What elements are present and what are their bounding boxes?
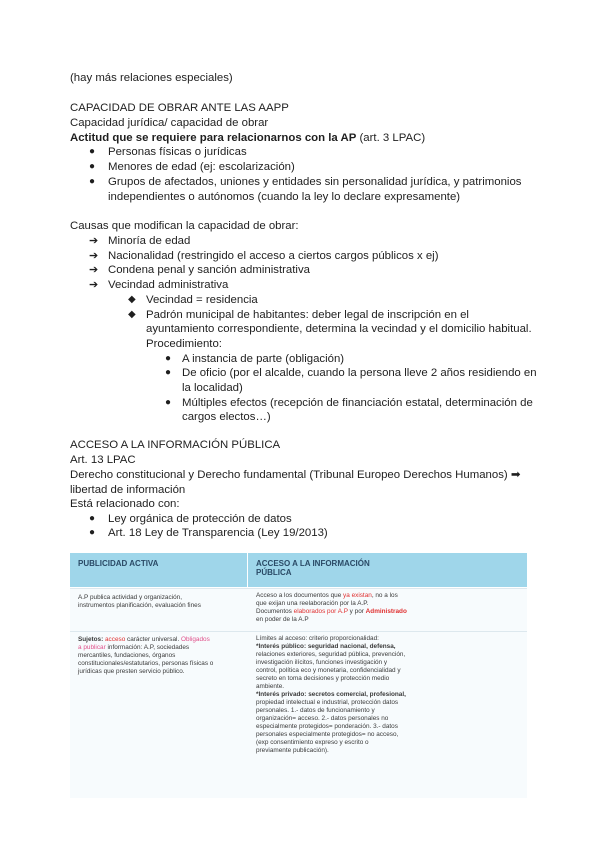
table-cell: especialmente protegidos= ponderación. 3.- datos	[256, 723, 398, 730]
table-cell: ambiente.	[256, 683, 285, 690]
list-item: Minoría de edad	[108, 235, 191, 247]
diamond-bullet-icon: ◆	[128, 309, 136, 320]
table-cell	[78, 644, 189, 652]
cell-bold: Sujetos:	[78, 636, 105, 643]
subtitle-capacidad: Capacidad jurídica/ capacidad de obrar	[70, 117, 269, 129]
header-acceso-line2: PÚBLICA	[256, 568, 292, 577]
list-item: Múltiples efectos (recepción de financiación estatal, determinación de	[182, 397, 533, 409]
cell-text: Acceso a los documentos que	[256, 592, 344, 599]
list-item: Personas físicas o jurídicas	[108, 146, 247, 158]
actitud-line	[70, 131, 425, 145]
table-cell: instrumentos planificación, evaluación fines	[78, 602, 201, 609]
list-item: A instancia de parte (obligación)	[182, 353, 345, 365]
bullet-icon: ●	[165, 397, 172, 408]
list-item: Condena penal y sanción administrativa	[108, 264, 310, 276]
table-header-cell	[70, 553, 247, 587]
table-cell	[256, 592, 398, 600]
derecho-line-continued: libertad de información	[70, 484, 186, 496]
actitud-bold: Actitud que se requiere para relacionarnos con la AP	[70, 132, 357, 144]
table-cell: relaciones exteriores, seguridad pública, prevención,	[256, 651, 406, 658]
list-item: Padrón municipal de habitantes: deber legal de inscripción en el	[146, 309, 469, 321]
section-title-acceso: ACCESO A LA INFORMACIÓN PÚBLICA	[70, 439, 281, 451]
bullet-icon: ●	[165, 353, 172, 364]
header-acceso-line1: ACCESO A LA INFORMACIÓN	[256, 559, 370, 568]
list-item: Vecindad administrativa	[108, 279, 229, 291]
bullet-icon: ●	[89, 176, 96, 187]
bullet-icon: ●	[89, 146, 96, 157]
table-cell	[256, 608, 407, 616]
cell-highlight: ya existan	[343, 592, 372, 599]
table-cell: organización= acceso. 2.- datos personales no	[256, 715, 389, 722]
list-item-continued: Procedimiento:	[146, 338, 222, 350]
cell-text: Documentos	[256, 608, 294, 615]
list-item: Grupos de afectados, uniones y entidades sin personalidad jurídica, y patrimonios	[108, 176, 522, 188]
intro-note: (hay más relaciones especiales)	[70, 72, 233, 84]
cell-highlight: a publicar	[78, 644, 106, 651]
table-cell: Límites al acceso: criterio proporcionalidad:	[256, 635, 379, 642]
arrow-icon: ➔	[89, 250, 99, 262]
table-cell: previamente publicación).	[256, 747, 329, 754]
arrow-icon: ➔	[89, 264, 99, 276]
table-cell: A.P publica actividad y organización,	[78, 594, 182, 601]
comparison-table	[70, 553, 527, 797]
table-cell: que exijan una reelaboración por la A.P.	[256, 600, 369, 607]
table-cell: constitucionales/estatutarios, personas físicas o	[78, 660, 214, 667]
list-item: Menores de edad (ej: escolarización)	[108, 161, 295, 173]
table-row	[70, 631, 527, 798]
list-item: Nacionalidad (restringido el acceso a ciertos cargos públicos x ej)	[108, 250, 439, 262]
list-item-continued: cargos electos…)	[182, 411, 271, 423]
table-cell: control, política eco y monetaria, confidencialidad y	[256, 667, 401, 674]
table-cell: personales especialmente protegidos= no acceso,	[256, 731, 399, 738]
cell-text: información: A.P, sociedades	[105, 644, 190, 651]
cell-highlight: Obligados	[181, 636, 210, 643]
cell-text: y por	[347, 608, 366, 615]
table-cell: *Interés público: seguridad nacional, defensa,	[256, 643, 396, 650]
list-item-continued: independientes o autónomos (cuando la ley lo declare expresamente)	[108, 191, 461, 203]
cell-highlight: acceso	[105, 636, 126, 643]
list-item: Vecindad = residencia	[146, 294, 258, 306]
table-cell	[78, 636, 210, 644]
derecho-line: Derecho constitucional y Derecho fundamental (Tribunal Europeo Derechos Humanos) ➡	[70, 469, 521, 481]
diamond-bullet-icon: ◆	[128, 294, 136, 305]
table-cell: propiedad intelectual e industrial, protección datos	[256, 699, 399, 706]
arrow-icon: ➔	[89, 235, 99, 247]
relacionado-line: Está relacionado con:	[70, 498, 180, 510]
bullet-icon: ●	[89, 527, 96, 538]
list-item-continued: ayuntamiento correspondiente, determina la vecindad y el domicilio habitual.	[146, 323, 532, 335]
table-cell: en poder de la A.P	[256, 616, 309, 623]
bullet-icon: ●	[89, 513, 96, 524]
table-cell: mercantiles, fundaciones, órganos	[78, 652, 176, 659]
actitud-ref: (art. 3 LPAC)	[356, 132, 426, 144]
causas-title: Causas que modifican la capacidad de obrar:	[70, 220, 299, 232]
list-item: De oficio (por el alcalde, cuando la persona lleve 2 años residiendo en	[182, 367, 537, 379]
table-cell: secreto en toma decisiones y protección medio	[256, 675, 390, 682]
cell-text: carácter universal.	[125, 636, 182, 643]
table-cell: personales. 1.- datos de funcionamiento y	[256, 707, 375, 714]
cell-highlight: Administrado	[365, 608, 407, 615]
table-cell: investigación ilícitos, funciones investigación y	[256, 659, 388, 666]
bullet-icon: ●	[165, 367, 172, 378]
table-cell: (exp consentimiento expreso y escrito o	[256, 739, 369, 746]
table-header-cell	[248, 553, 527, 587]
header-acceso-informacion	[256, 559, 370, 577]
cell-highlight: elaborados por A.P	[293, 608, 348, 615]
table-row	[70, 588, 527, 631]
header-publicidad-activa: PUBLICIDAD ACTIVA	[78, 559, 159, 568]
section-title-capacidad: CAPACIDAD DE OBRAR ANTE LAS AAPP	[70, 102, 289, 114]
cell-text: , no a los	[371, 592, 398, 599]
list-item-continued: la localidad)	[182, 382, 243, 394]
list-item: Ley orgánica de protección de datos	[108, 513, 292, 525]
arrow-icon: ➔	[89, 279, 99, 291]
table-cell: *Interés privado: secretos comercial, profesional,	[256, 691, 406, 698]
table-cell: jurídicas que presten servicio público.	[78, 668, 185, 675]
bullet-icon: ●	[89, 161, 96, 172]
article-ref: Art. 13 LPAC	[70, 454, 136, 466]
list-item: Art. 18 Ley de Transparencia (Ley 19/2013)	[108, 527, 328, 539]
